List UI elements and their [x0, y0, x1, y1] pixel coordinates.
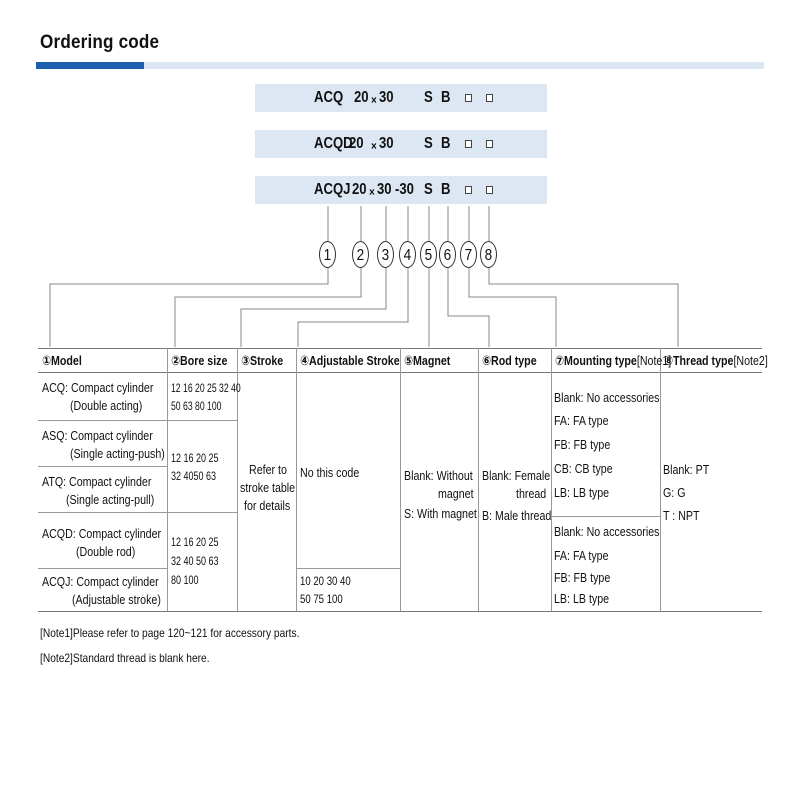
mounting-option: FB: FB type	[554, 570, 611, 585]
header-stroke: ③Stroke	[241, 353, 284, 368]
code-times: ×	[369, 185, 375, 199]
page-title: Ordering code	[40, 32, 160, 53]
bore-values: 12 16 20 25 32 40	[171, 381, 241, 395]
model-atq-desc: (Single acting-pull)	[66, 492, 155, 507]
row-divider	[551, 516, 660, 517]
model-acq-desc: (Double acting)	[70, 398, 143, 413]
magnet-blank-cont: magnet	[438, 486, 474, 501]
note-1: [Note1]Please refer to page 120~121 for accessory parts.	[40, 626, 300, 640]
model-acqd-desc: (Double rod)	[76, 544, 136, 559]
note-2: [Note2]Standard thread is blank here.	[40, 651, 210, 665]
bore-values: 80 100	[171, 573, 199, 587]
row-divider	[38, 420, 237, 421]
bore-values: 32 40 50 63	[171, 554, 219, 568]
circle-7: 7	[460, 241, 477, 268]
bore-values: 12 16 20 25	[171, 535, 219, 549]
code-rod: B	[441, 181, 451, 198]
circle-6: 6	[439, 241, 456, 268]
header-thread: ⑧Thread type[Note2]	[664, 353, 768, 368]
stroke-text: stroke table	[240, 480, 296, 495]
header-model: ①Model	[42, 353, 82, 368]
column-divider	[660, 348, 661, 611]
code-magnet: S	[424, 89, 433, 106]
code-magnet: S	[424, 135, 433, 152]
model-asq: ASQ: Compact cylinder	[42, 428, 153, 443]
rod-blank: Blank: Female	[482, 468, 551, 483]
thread-option: G: G	[663, 485, 686, 500]
circle-8: 8	[480, 241, 497, 268]
row-divider	[38, 512, 237, 513]
bore-values: 12 16 20 25	[171, 451, 219, 465]
code-bore: 20	[349, 135, 364, 152]
model-acqj: ACQJ: Compact cylinder	[42, 574, 159, 589]
header-magnet: ⑤Magnet	[404, 353, 451, 368]
row-divider	[296, 568, 400, 569]
bore-values: 32 4050 63	[171, 469, 217, 483]
column-divider	[400, 348, 401, 611]
model-acqj-desc: (Adjustable stroke)	[72, 592, 161, 607]
model-acq: ACQ: Compact cylinder	[42, 380, 154, 395]
code-stroke: 30	[377, 181, 392, 198]
magnet-blank: Blank: Without	[404, 468, 473, 483]
thread-option: Blank: PT	[663, 462, 710, 477]
code-times: ×	[371, 139, 377, 153]
header-adjustable: ④Adjustable Stroke	[300, 353, 400, 368]
mounting-option: Blank: No accessories	[554, 524, 660, 539]
code-rod: B	[441, 89, 451, 106]
code-magnet: S	[424, 181, 433, 198]
thread-option: T : NPT	[663, 508, 700, 523]
row-divider	[38, 466, 167, 467]
mounting-option: FB: FB type	[554, 437, 611, 452]
adjustable-values: 50 75 100	[300, 592, 343, 606]
circle-3: 3	[377, 241, 394, 268]
header-mounting: ⑦Mounting type[Note1]	[555, 353, 672, 368]
rod-blank-cont: thread	[516, 486, 547, 501]
code-stroke: 30	[379, 135, 394, 152]
adjustable-values: 10 20 30 40	[300, 574, 351, 588]
table-bottom-border	[38, 611, 762, 612]
code-bore: 20	[354, 89, 369, 106]
mounting-option: Blank: No accessories	[554, 390, 660, 405]
header-rod: ⑥Rod type	[482, 353, 537, 368]
magnet-s: S: With magnet	[404, 506, 477, 521]
row-divider	[38, 568, 167, 569]
circle-1: 1	[319, 241, 336, 268]
mounting-option: CB: CB type	[554, 461, 613, 476]
code-model: ACQJ	[314, 181, 351, 198]
mounting-option: FA: FA type	[554, 413, 609, 428]
model-acqd: ACQD: Compact cylinder	[42, 526, 162, 541]
model-atq: ATQ: Compact cylinder	[42, 474, 152, 489]
code-model: ACQ	[314, 89, 344, 106]
code-bore: 20	[352, 181, 367, 198]
code-adjustable: -30	[395, 181, 414, 198]
adjustable-none: No this code	[300, 465, 360, 480]
code-rod: B	[441, 135, 451, 152]
stroke-text: Refer to	[249, 462, 287, 477]
rod-b: B: Male thread	[482, 508, 552, 523]
mounting-option: FA: FA type	[554, 548, 609, 563]
circle-2: 2	[352, 241, 369, 268]
model-asq-desc: (Single acting-push)	[70, 446, 165, 461]
code-stroke: 30	[379, 89, 394, 106]
header-bore: ②Bore size	[171, 353, 228, 368]
code-times: ×	[371, 93, 377, 107]
stroke-text: for details	[244, 498, 291, 513]
code-model: ACQD	[314, 135, 353, 152]
bore-values: 50 63 80 100	[171, 399, 222, 413]
mounting-option: LB: LB type	[554, 485, 610, 500]
circle-4: 4	[399, 241, 416, 268]
circle-5: 5	[420, 241, 437, 268]
mounting-option: LB: LB type	[554, 591, 610, 606]
